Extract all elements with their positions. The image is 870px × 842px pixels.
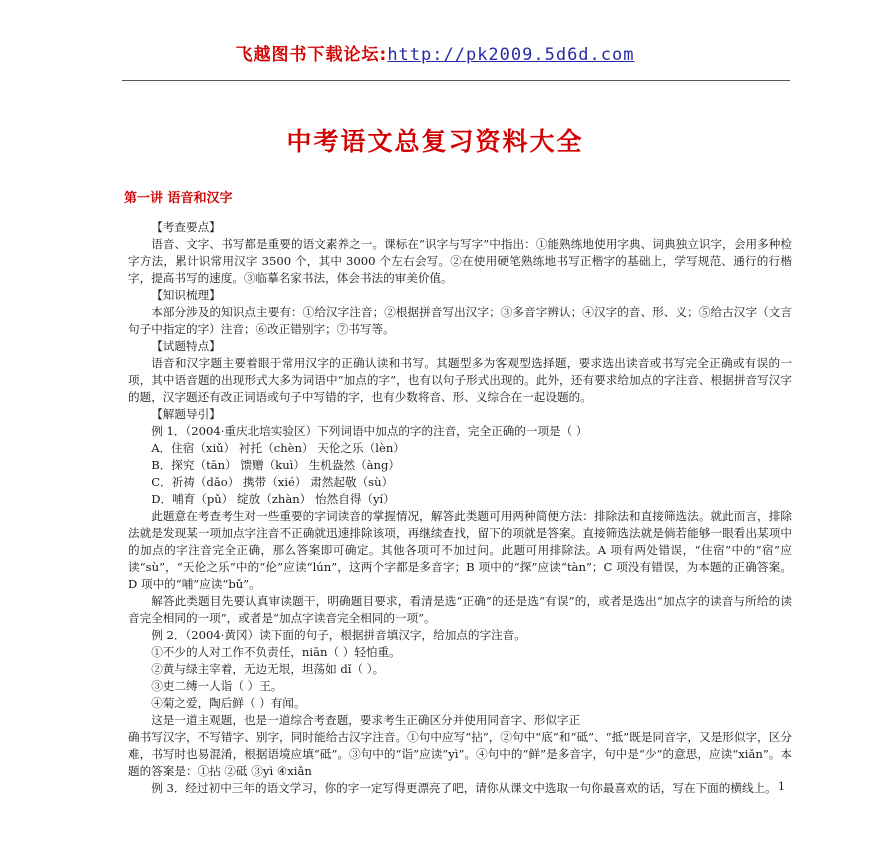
body-paragraph: 语音、文字、书写都是重要的语文素养之一。课标在“识字与写字”中指出：①能熟练地使用字典、词典独立识字，会用多种检字方法，累计识常用汉字 3500 个，其中 3000 个左右会写。②在使用硬笔熟练地书写正楷字的基础上，学写规范、通行的行楷字，提高书写的速度。③临摹名家书法，体会书法的审美价值。 (128, 237, 792, 285)
option-item: C．祈祷（dǎo） 携带（xié） 肃然起敬（sù） (151, 475, 394, 489)
example-question: 例 1．（2004·重庆北培实验区）下列词语中加点的字的注音，完全正确的一项是（ ） (151, 424, 588, 438)
option-item: A．住宿（xiǔ） 衬托（chèn） 天伦之乐（lèn） (151, 441, 405, 455)
document-title: 中考语文总复习资料大全 (286, 127, 584, 156)
forum-name: 飞越图书下载论坛: (235, 45, 388, 65)
forum-header (0, 40, 870, 65)
option-item: ①不少的人对工作不负责任，niān（ ）轻怕重。 (151, 645, 401, 659)
section-heading: 【解题导引】 (151, 407, 221, 421)
header-divider (122, 80, 790, 81)
body-paragraph: 本部分涉及的知识点主要有：①给汉字注音；②根据拼音写出汉字；③多音字辨认；④汉字的音、形、义；⑤给古汉字（文言句子中指定的字）注音；⑥改正错别字；⑦书写等。 (128, 305, 792, 336)
lecture-heading: 第一讲 语音和汉字 (124, 191, 233, 206)
document-body (128, 219, 792, 797)
option-item: ③吏二缚一人诣（ ）王。 (151, 679, 283, 693)
example-question: 例 2．（2004·黄冈）读下面的句子，根据拼音填汉字，给加点的字注音。 (151, 628, 526, 642)
body-paragraph: 解答此类题目先要认真审读题干，明确题目要求，看清是选“正确”的还是选“有误”的，或者是选出“加点字的读音与所给的读音完全相同的一项”，或者是“加点字读音完全相同的一项”。 (128, 594, 792, 625)
body-paragraph: 确书写汉字，不写错字、别字，同时能给古汉字注音。①句中应写“拈”，②句中“底”和“砥”、“抵”既是同音字，又是形似字，区分难，书写时也易混淆，根据语境应填“砥”。③句中的“诣”应读“yì”。④句中的“鲜”是多音字，句中是“少”的意思，应读“xiǎn”。本题的答案是：①拈 ②砥 ③yì ④xiǎn (128, 730, 792, 778)
example-question: 例 3．经过初中三年的语文学习，你的字一定写得更漂亮了吧，请你从课文中选取一句你最喜欢的话，写在下面的横线上。 (151, 781, 777, 795)
body-paragraph: 语音和汉字题主要着眼于常用汉字的正确认读和书写。其题型多为客观型选择题，要求选出读音或书写完全正确或有误的一项，其中语音题的出现形式大多为词语中“加点的字”，也有以句子形式出现的。此外，还有要求给加点的字注音、根据拼音写汉字的题，汉字题还有改正词语或句子中写错的字，也有少数将音、形、义综合在一起设题的。 (128, 356, 792, 404)
page-number: 1 (778, 780, 785, 793)
option-item: ④菊之爱，陶后鲜（ ）有闻。 (151, 696, 306, 710)
section-heading: 【考查要点】 (151, 220, 221, 234)
section-heading: 【试题特点】 (151, 339, 221, 353)
forum-link[interactable]: http://pk2009.5d6d.com (387, 45, 635, 65)
section-heading: 【知识梳理】 (151, 288, 221, 302)
body-paragraph: 此题意在考查考生对一些重要的字词读音的掌握情况，解答此类题可用两种简便方法：排除法和直接筛选法。就此而言，排除法就是发现某一项加点字注音不正确就迅速排除该项，再继续查找，留下的项就是答案。直接筛选法就是倘若能够一眼看出某项中的加点的字注音完全正确，那么答案即可确定。其他各项可不加过问。此题可用排除法。A 项有两处错误，“住宿”中的“宿”应读“sù”，“天伦之乐”中的“伦”应读“lún”，这两个字都是多音字；B 项中的“探”应读“tàn”；C 项没有错误，为本题的正确答案。D 项中的“哺”应读“bǔ”。 (128, 509, 792, 591)
option-item: D．哺育（pǔ） 绽放（zhàn） 怡然自得（yí） (151, 492, 395, 506)
option-item: B．探究（tān） 馈赠（kuì） 生机盎然（àng） (151, 458, 401, 472)
option-item: ②黄与绿主宰着，无边无垠，坦荡如 dǐ（ ）。 (151, 662, 385, 676)
body-paragraph: 这是一道主观题，也是一道综合考查题，要求考生正确区分并使用同音字、形似字正 (151, 713, 581, 727)
